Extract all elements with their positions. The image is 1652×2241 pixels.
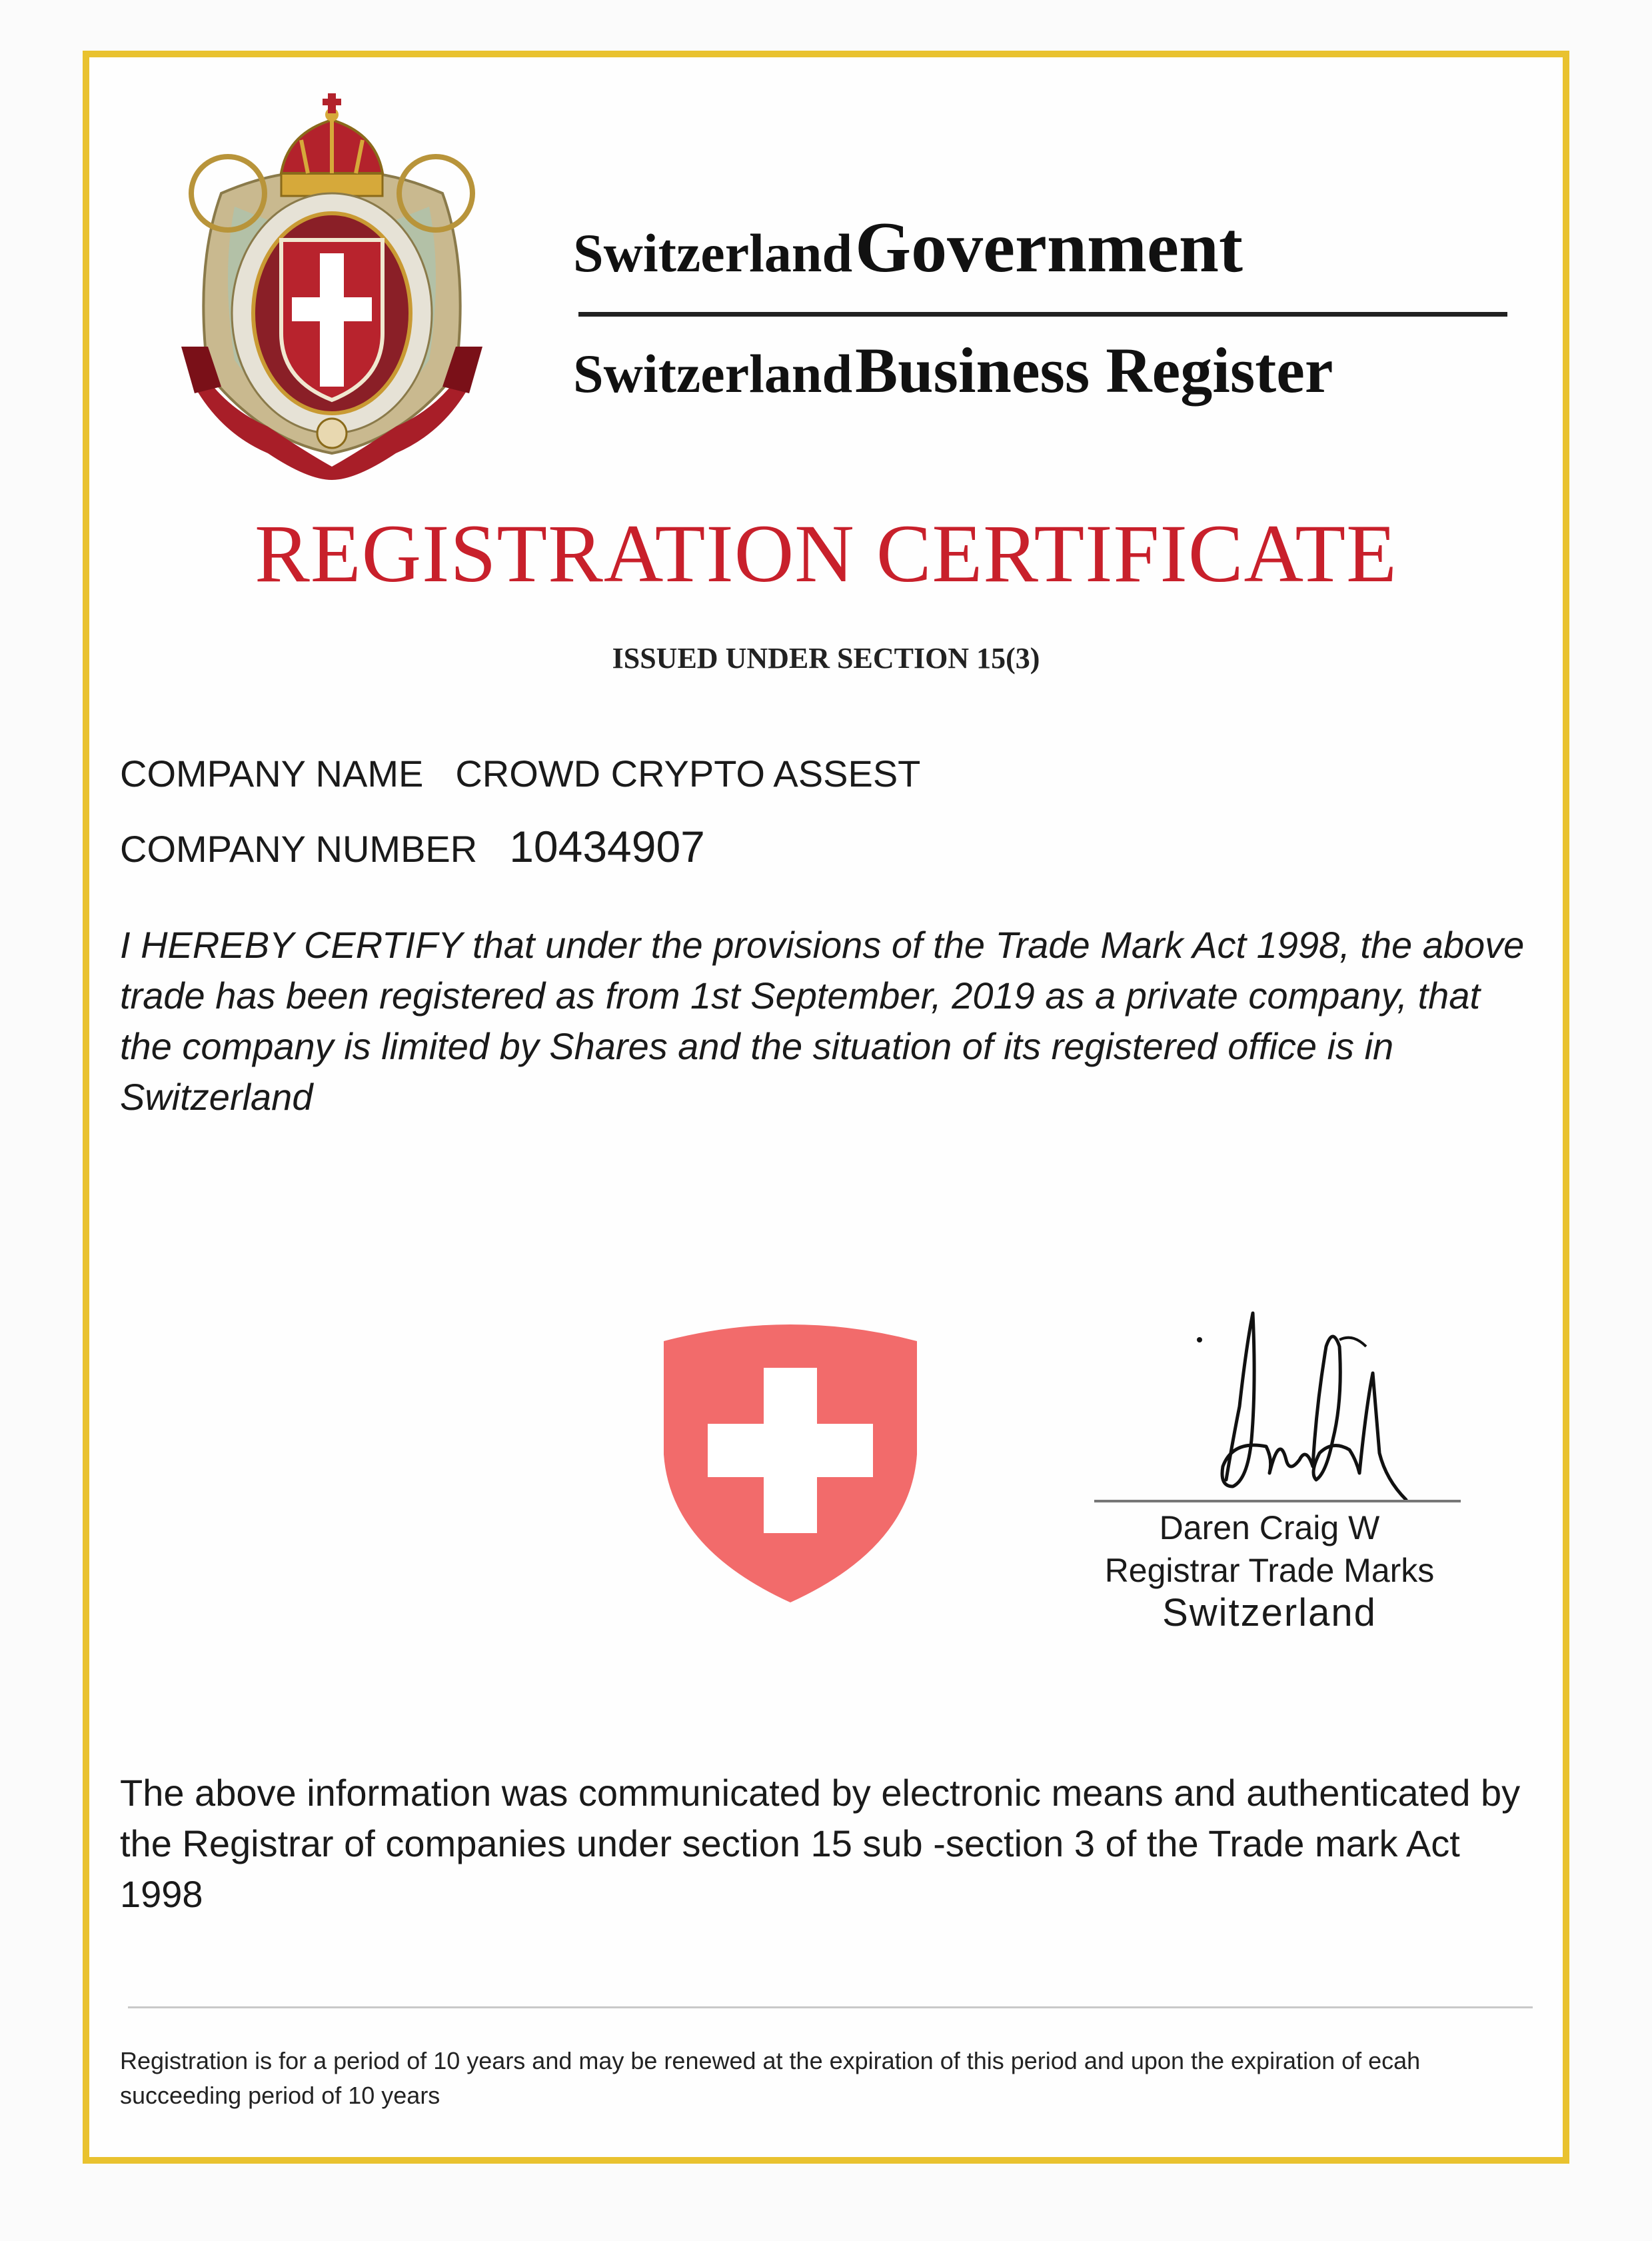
company-number-row (120, 821, 705, 872)
certificate-title: REGISTRATION CERTIFICATE (255, 508, 1397, 599)
certificate-subtitle: ISSUED UNDER SECTION 15(3) (612, 642, 1040, 675)
government-heading-main: Government (855, 208, 1243, 287)
company-number-value: 10434907 (509, 822, 705, 871)
registration-period-note: Registration is for a period of 10 years and may be renewed at the expiration of this period and upon the expiration of ecah succeeding period of 10 years (120, 2047, 1421, 2109)
certification-statement: I HEREBY CERTIFY that under the provisions of the Trade Mark Act 1998, the above trade has been registered as from 1st September, 2019 as a private company, that the company is limited by Shares and the situation of its registered office is in Switzerland (120, 924, 1525, 1118)
signature-line (1094, 1500, 1461, 1502)
coat-of-arms-emblem (181, 93, 482, 480)
business-register-heading (573, 333, 1333, 407)
government-heading (573, 207, 1243, 289)
company-name-row (120, 752, 920, 795)
footer-divider (128, 2006, 1533, 2008)
registrar-signature (1173, 1306, 1439, 1520)
company-number-label: COMPANY NUMBER (120, 828, 478, 870)
signatory-title: Registrar Trade Marks (1104, 1552, 1435, 1589)
swiss-shield-icon (664, 1321, 917, 1602)
authentication-statement: The above information was communicated by electronic means and authenticated by the Registrar of companies under section 15 sub -section 3 of the Trade mark Act 1998 (120, 1772, 1521, 1915)
signatory-name: Daren Craig W (1159, 1509, 1380, 1546)
company-name-value: CROWD CRYPTO ASSEST (455, 753, 921, 795)
government-heading-prefix: Switzerland (573, 223, 853, 283)
business-register-prefix: Switzerland (573, 343, 853, 404)
signatory-place: Switzerland (1162, 1591, 1377, 1634)
signatory-block (1066, 1506, 1473, 1634)
business-register-main: Business Register (855, 335, 1333, 406)
company-name-label: COMPANY NAME (120, 753, 424, 795)
header-divider (578, 312, 1507, 317)
